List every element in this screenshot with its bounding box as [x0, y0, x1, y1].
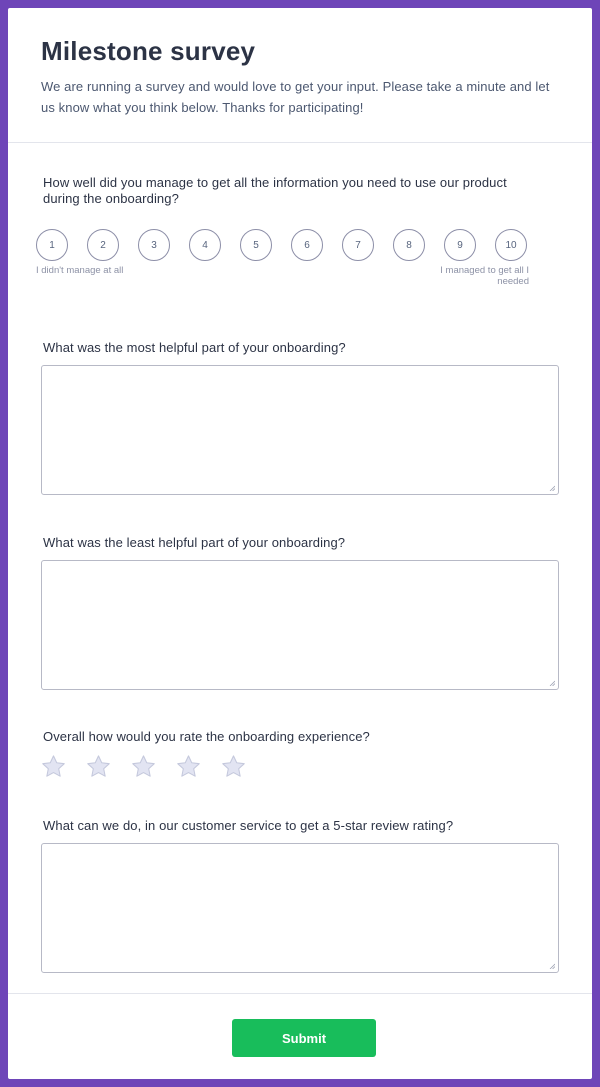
scale-option-5[interactable]: 5	[240, 229, 272, 261]
submit-button[interactable]: Submit	[232, 1019, 376, 1057]
star-icon[interactable]	[86, 754, 111, 779]
question-5-label: What can we do, in our customer service to get a 5-star review rating?	[43, 818, 454, 833]
scale-option-1[interactable]: 1	[36, 229, 68, 261]
star-icon[interactable]	[176, 754, 201, 779]
star-rating	[41, 754, 261, 780]
scale-option-4[interactable]: 4	[189, 229, 221, 261]
customer-service-textarea[interactable]	[41, 843, 559, 973]
scale-option-7[interactable]: 7	[342, 229, 374, 261]
form-header	[8, 8, 592, 143]
resize-grip-icon[interactable]	[549, 485, 555, 491]
resize-grip-icon[interactable]	[549, 680, 555, 686]
most-helpful-textarea[interactable]	[41, 365, 559, 495]
resize-grip-icon[interactable]	[549, 963, 555, 969]
question-3-label: What was the least helpful part of your onboarding?	[43, 535, 346, 550]
scale-option-3[interactable]: 3	[138, 229, 170, 261]
scale-option-2[interactable]: 2	[87, 229, 119, 261]
survey-form	[8, 8, 592, 1079]
scale-low-label: I didn't manage at all	[36, 265, 124, 276]
customer-service-input[interactable]	[42, 844, 558, 972]
form-title: Milestone survey	[41, 36, 256, 66]
question-4-label: Overall how would you rate the onboarding experience?	[43, 729, 370, 744]
question-2-label: What was the most helpful part of your onboarding?	[43, 340, 346, 355]
star-icon[interactable]	[41, 754, 66, 779]
scale-option-6[interactable]: 6	[291, 229, 323, 261]
scale-option-8[interactable]: 8	[393, 229, 425, 261]
least-helpful-input[interactable]	[42, 561, 558, 689]
scale-option-10[interactable]: 10	[495, 229, 527, 261]
form-description: We are running a survey and would love to get your input. Please take a minute and let us know what you think below. Thanks for participating!	[41, 79, 550, 115]
least-helpful-textarea[interactable]	[41, 560, 559, 690]
form-footer	[8, 993, 592, 1079]
scale-rating	[36, 229, 536, 263]
star-icon[interactable]	[131, 754, 156, 779]
scale-high-label: I managed to get all I needed	[440, 265, 529, 287]
most-helpful-input[interactable]	[42, 366, 558, 494]
question-1-label: How well did you manage to get all the information you need to use our product during the onboarding?	[43, 175, 507, 206]
star-icon[interactable]	[221, 754, 246, 779]
scale-option-9[interactable]: 9	[444, 229, 476, 261]
